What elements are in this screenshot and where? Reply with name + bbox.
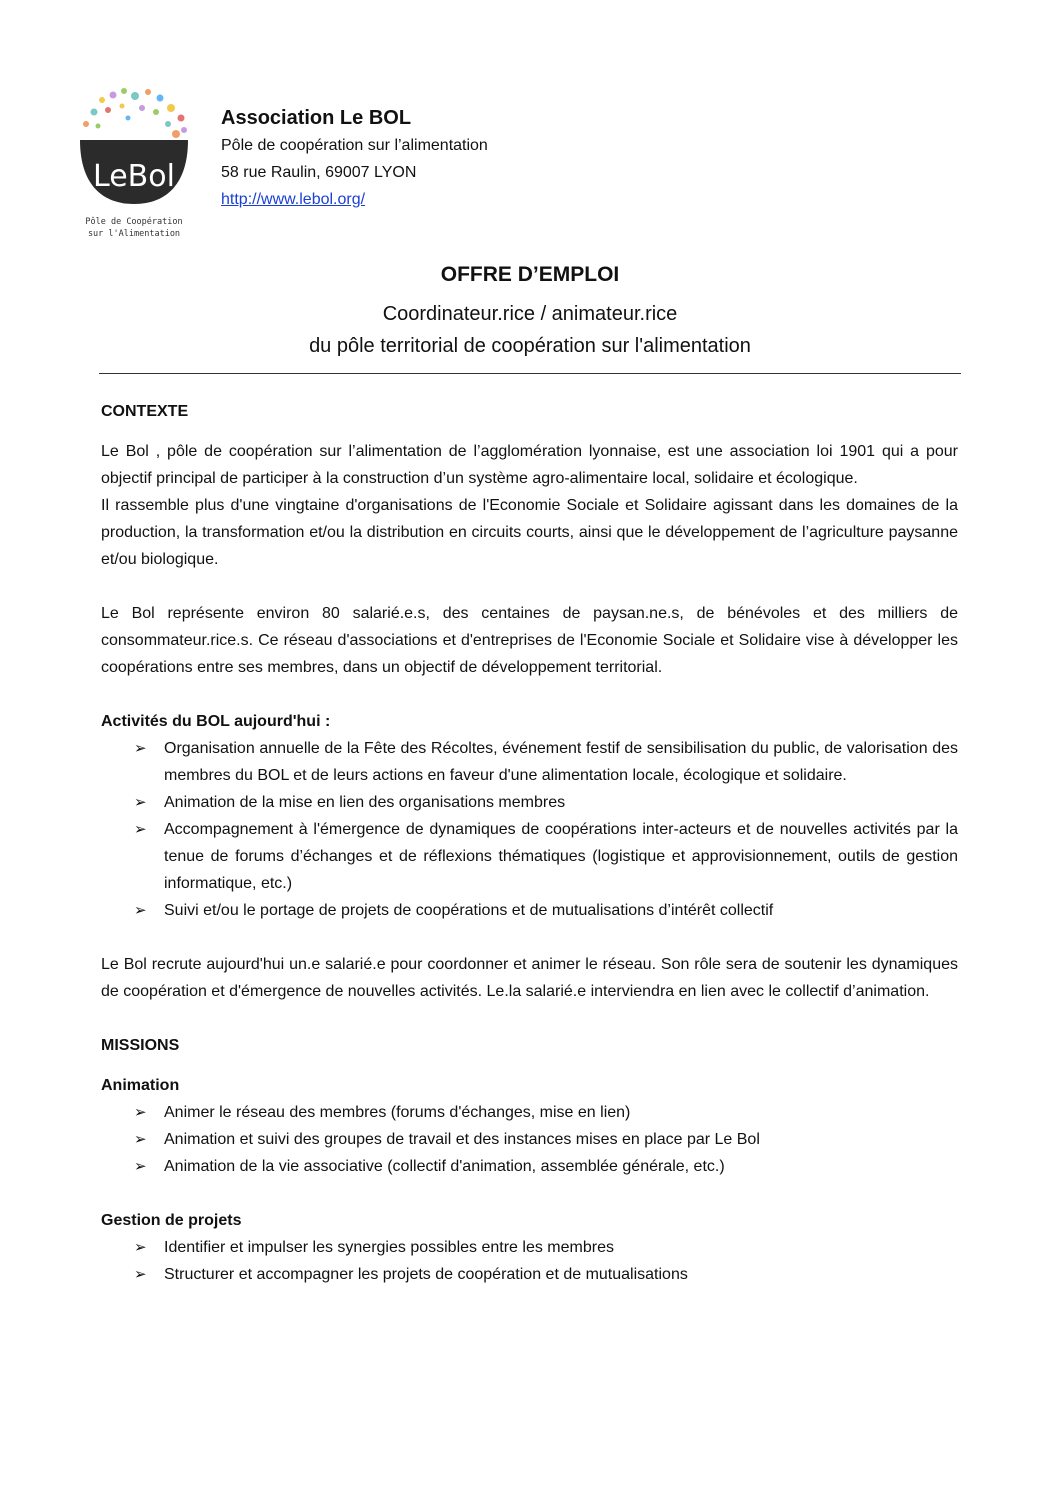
- section-heading-activites: Activités du BOL aujourd'hui :: [101, 713, 331, 730]
- contexte-paragraph-1: Le Bol , pôle de coopération sur l’alimentation de l’agglomération lyonnaise, est une association loi 1901 qui a pour objectif principal de participer à la construction d’un système agro-alimentaire local, solidaire et écologique.: [101, 443, 958, 487]
- list-item: ➢ Structurer et accompagner les projets de coopération et de mutualisations: [101, 1261, 958, 1288]
- arrow-bullet-icon: ➢: [134, 1239, 147, 1256]
- page-title: OFFRE D’EMPLOI: [440, 263, 620, 286]
- logo-caption-line1: Pôle de Coopération: [85, 217, 183, 227]
- document-body: [101, 398, 958, 1288]
- gestion-list: [101, 1234, 958, 1288]
- title-divider: [99, 373, 961, 374]
- recrutement-paragraph: Le Bol recrute aujourd'hui un.e salarié.e pour coordonner et animer le réseau. Son rôle sera de soutenir les dynamiques de coopération et d'émergence de nouvelles activités. Le.la salarié.e interviendra en lien avec le collectif d’animation.: [101, 956, 958, 1000]
- list-item: ➢ Suivi et/ou le portage de projets de coopérations et de mutualisations d’intérêt collectif: [101, 897, 958, 924]
- list-item: ➢ Animer le réseau des membres (forums d'échanges, mise en lien): [101, 1099, 958, 1126]
- arrow-bullet-icon: ➢: [134, 1104, 147, 1121]
- org-website-link[interactable]: http://www.lebol.org/: [221, 191, 366, 208]
- logo-dots: [83, 88, 187, 138]
- arrow-bullet-icon: ➢: [134, 740, 147, 757]
- section-heading-missions: MISSIONS: [101, 1037, 180, 1054]
- logo-wordmark: LeBol: [93, 159, 175, 194]
- org-name: Association Le BOL: [221, 107, 412, 129]
- list-item: ➢ Animation et suivi des groupes de travail et des instances mises en place par Le Bol: [101, 1126, 958, 1153]
- list-item: ➢ Organisation annuelle de la Fête des Récoltes, événement festif de sensibilisation du public, de valorisation des membres du BOL et de leurs actions en faveur d'une alimentation locale, écologique et solidaire.: [101, 735, 958, 789]
- contexte-paragraph-2: Il rassemble plus d'une vingtaine d'organisations de l'Economie Sociale et Solidaire agissant dans les domaines de la production, la transformation et/ou la distribution en circuits courts, ainsi que le développement de l’agriculture paysanne et/ou biologique.: [101, 497, 958, 568]
- org-info: [221, 104, 488, 213]
- arrow-bullet-icon: ➢: [134, 902, 147, 919]
- contexte-paragraph-3: Le Bol représente environ 80 salarié.e.s, des centaines de paysan.ne.s, de bénévoles et des milliers de consommateur.rice.s. Ce réseau d'associations et d'entreprises de l'Economie Sociale et Solidaire vise à développer les coopérations entre ses membres, dans un objectif de développement territorial.: [101, 605, 958, 676]
- arrow-bullet-icon: ➢: [134, 821, 147, 838]
- title-block: [100, 260, 960, 362]
- arrow-bullet-icon: ➢: [134, 1131, 147, 1148]
- logo-caption-line2: sur l'Alimentation: [87, 229, 181, 239]
- arrow-bullet-icon: ➢: [134, 1158, 147, 1175]
- arrow-bullet-icon: ➢: [134, 1266, 147, 1283]
- job-subtitle: du pôle territorial de coopération sur l'alimentation: [309, 335, 751, 357]
- lebol-logo: [72, 86, 204, 244]
- org-subtitle: Pôle de coopération sur l’alimentation: [221, 137, 488, 154]
- activites-list: [101, 735, 958, 924]
- arrow-bullet-icon: ➢: [134, 794, 147, 811]
- list-item: ➢ Animation de la vie associative (collectif d'animation, assemblée générale, etc.): [101, 1153, 958, 1180]
- list-item: ➢ Accompagnement à l'émergence de dynamiques de coopérations inter-acteurs et de nouvelles activités par la tenue de forums d’échanges et de réflexions thématiques (logistique et approvisionnement, outils de gestion informatique, etc.): [101, 816, 958, 897]
- org-address: 58 rue Raulin, 69007 LYON: [221, 164, 417, 181]
- section-heading-contexte: CONTEXTE: [101, 403, 189, 420]
- job-title: Coordinateur.rice / animateur.rice: [382, 303, 678, 325]
- list-item: ➢ Identifier et impulser les synergies possibles entre les membres: [101, 1234, 958, 1261]
- subheading-gestion-projets: Gestion de projets: [101, 1212, 242, 1229]
- subheading-animation: Animation: [101, 1077, 180, 1094]
- animation-list: [101, 1099, 958, 1180]
- list-item: ➢ Animation de la mise en lien des organisations membres: [101, 789, 958, 816]
